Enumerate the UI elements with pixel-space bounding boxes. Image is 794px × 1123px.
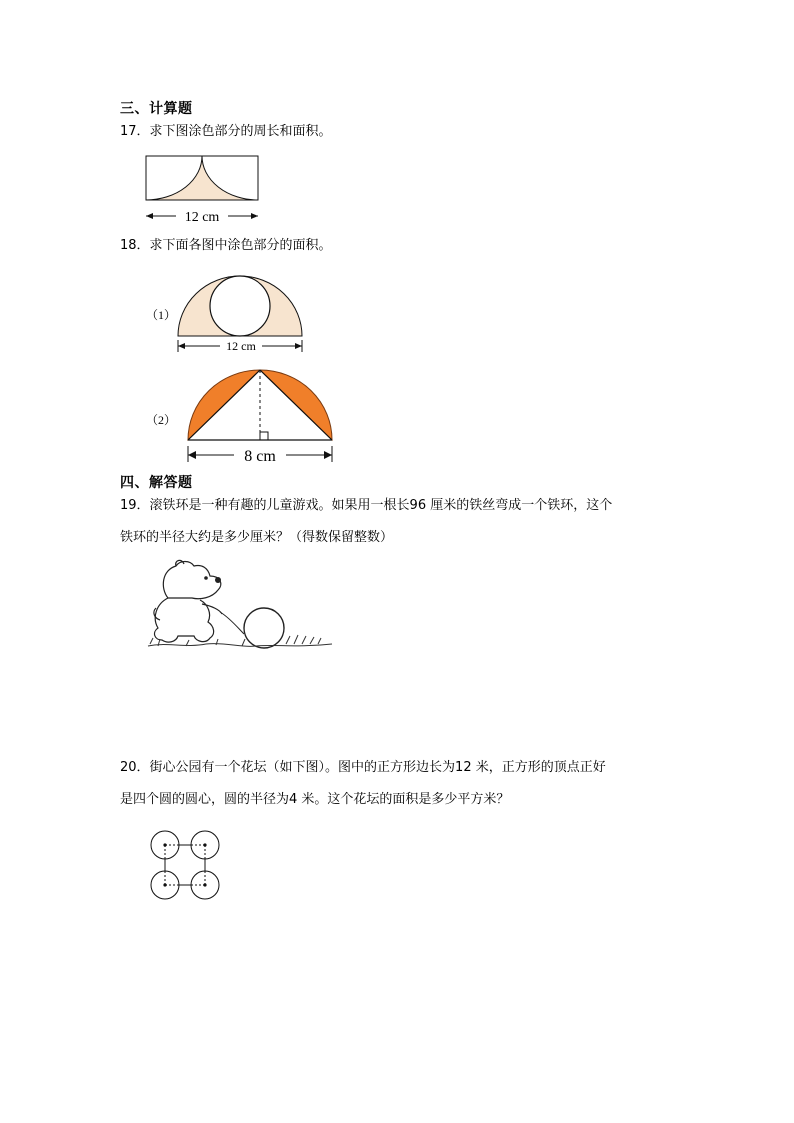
question-number: 19． [120, 498, 150, 513]
figure-18-2 [180, 362, 340, 468]
part-1-label: （1） [146, 308, 177, 322]
hoop-icon [244, 608, 284, 648]
inner-circle [210, 276, 270, 336]
part-2-label: （2） [146, 413, 177, 427]
shaded-region [146, 156, 258, 200]
dimension-label: 12 cm [184, 210, 220, 225]
arrow-right [251, 213, 258, 219]
figure-19-bear-with-hoop [146, 558, 336, 652]
question-17 [120, 124, 332, 140]
dimension-label: 12 cm [226, 339, 256, 353]
question-19-line-1: 19．滚铁环是一种有趣的儿童游戏。如果用一根长96 厘米的铁丝弯成一个铁环，这个 [120, 498, 613, 513]
question-number: 20． [120, 760, 150, 775]
section-title-solve: 四、解答题 [120, 475, 193, 491]
question-20-line-2: 是四个圆的圆心，圆的半径为4 米。这个花坛的面积是多少平方米？ [120, 792, 510, 807]
question-19-line-2: 铁环的半径大约是多少厘米？（得数保留整数） [120, 530, 394, 545]
question-number: 18． [120, 238, 150, 253]
dimension-label: 8 cm [244, 448, 276, 465]
section-title-calc: 三、计算题 [120, 101, 193, 117]
arrow-left [146, 213, 153, 219]
grass-icon [150, 635, 321, 646]
question-text: 求下面各图中涂色部分的面积。 [149, 238, 332, 253]
figure-17 [140, 152, 265, 232]
question-text: 求下图涂色部分的周长和面积。 [149, 124, 332, 139]
question-number: 17． [120, 124, 150, 139]
figure-20-flower-bed [144, 824, 226, 906]
right-angle-mark [260, 432, 268, 440]
question-20-line-1: 20．街心公园有一个花坛（如下图）。图中的正方形边长为12 米，正方形的顶点正好 [120, 760, 606, 775]
bear-head-icon [163, 562, 220, 599]
figure-18-1 [172, 270, 312, 356]
stick-icon [220, 612, 244, 634]
question-18 [120, 238, 332, 254]
